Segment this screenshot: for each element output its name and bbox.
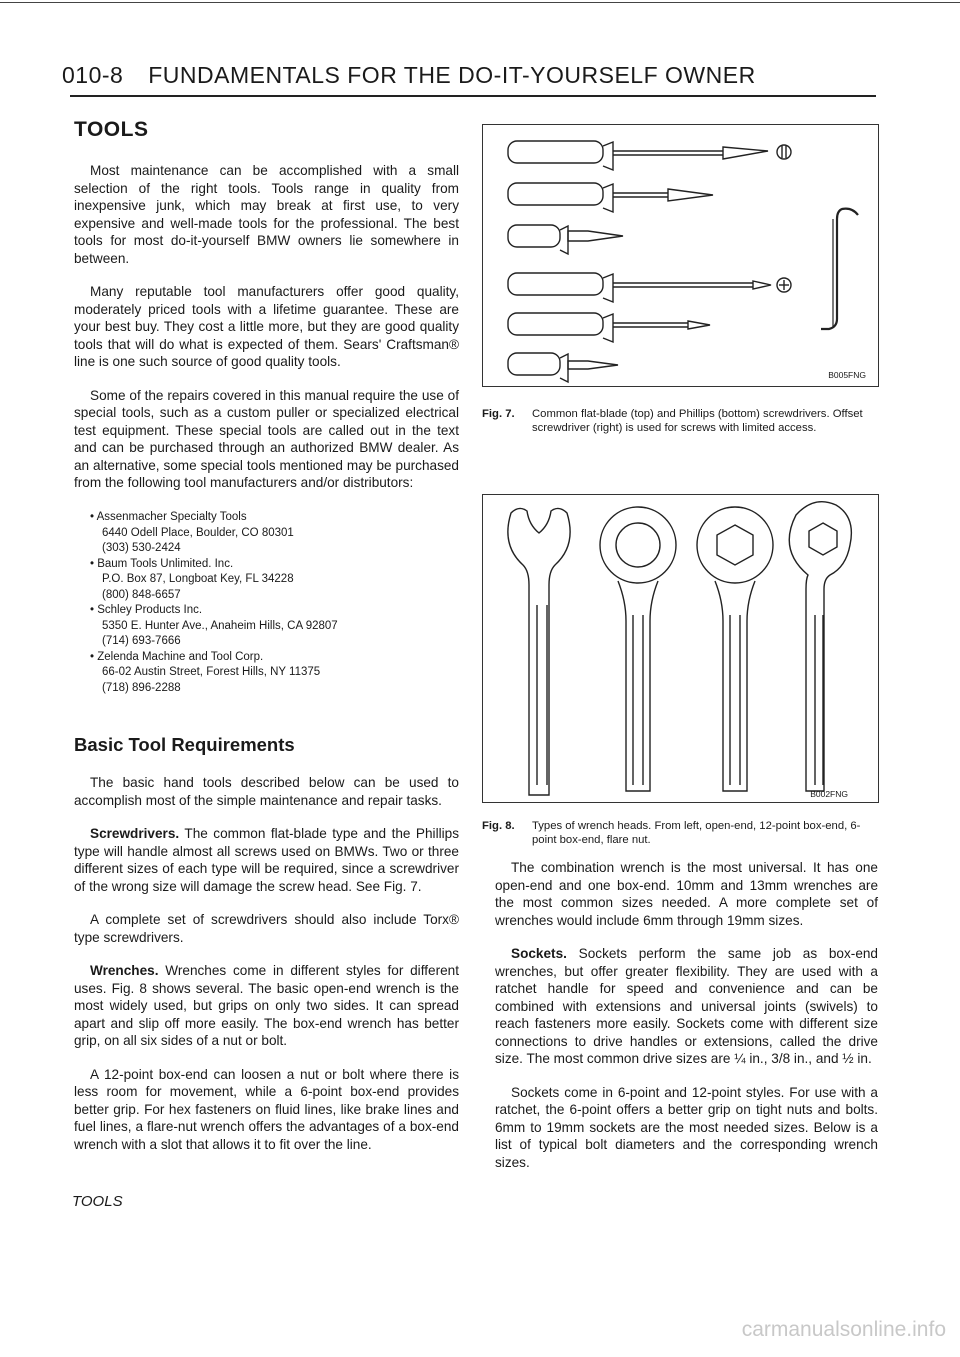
supplier-phone: (303) 530-2424 — [102, 542, 181, 554]
supplier-item — [90, 510, 338, 557]
screwdriver-handle — [508, 141, 603, 163]
supplier-name: • Schley Products Inc. — [90, 604, 203, 616]
supplier-item — [90, 603, 338, 650]
flat-blade-end-icon — [777, 145, 791, 159]
wrenches-text: Wrenches come in different styles for different uses. Fig. 8 shows several. The basic open-end wrench is the most widely used, but grips on only two sides. It can spread apart and slip off more easily. The box-end wrench has better grip, on all six sides of a nut or bolt. — [74, 963, 459, 1048]
box-end-paragraph: A 12-point box-end can loosen a nut or bolt where there is less room for movement, while a 6-point box-end provides better grip. For hex fasteners on fluid lines, like brake lines and fuel lines, a flare-nut wrench offers the advantages of a box-end wrench with a slot that allows it to fit over the line. — [74, 1066, 459, 1152]
open-end-wrench — [508, 508, 570, 795]
fig7-caption — [482, 408, 882, 435]
combination-paragraph: The combination wrench is the most universal. It has one open-end and one box-end. 10mm and 13mm wrenches are the most common sizes needed. A more complete set of wrenches would include 6mm through 19mm sizes. — [495, 860, 878, 928]
supplier-phone: (718) 896-2288 — [102, 681, 181, 694]
screwdrivers-drawing — [483, 125, 878, 386]
screwdrivers-term: Screwdrivers. — [90, 826, 180, 841]
flare-nut-wrench — [789, 502, 851, 791]
wrenches-term: Wrenches. — [90, 963, 159, 978]
screwdrivers-paragraph — [74, 825, 459, 895]
supplier-name: • Assenmacher Specialty Tools — [90, 511, 247, 523]
screwdriver-handle — [508, 225, 560, 247]
supplier-name: • Zelenda Machine and Tool Corp. — [90, 650, 264, 663]
supplier-name: • Baum Tools Unlimited. Inc. — [90, 557, 234, 570]
fig8-caption — [482, 820, 882, 847]
intro-paragraph-2: Many reputable tool manufacturers offer good quality, moderately priced tools with a lifetime guarantee. These are your best buy. They cost a little more, but they are good quality tools that will do what is expected of them. Sears' Craftsman® line is one such source of good quality tools. — [74, 284, 459, 369]
fig8-caption-text: Types of wrench heads. From left, open-end, 12-point box-end, 6-point box-end, flare nut. — [532, 820, 861, 846]
chapter-title: FUNDAMENTALS FOR THE DO-IT-YOURSELF OWNER — [148, 62, 756, 88]
basic-tools-text — [74, 774, 459, 1153]
supplier-item — [90, 557, 338, 604]
screwdriver-handle — [508, 273, 603, 295]
sockets-text: Sockets perform the same job as box-end wrenches, but offer greater flexibility. They are used with a ratchet handle for speed and convenience and can be combined with extensions and universal joints (swivels) to reach fasteners more easily. Sockets come with different size connections to drive handles or extensions, called the drive size. The most common drive sizes are ¼ in., 3/8 in., and ½ in. — [495, 946, 878, 1066]
supplier-item — [90, 650, 338, 697]
fig7-code: B005FNG — [828, 370, 866, 380]
offset-screwdriver — [821, 209, 858, 329]
wrenches-drawing — [483, 495, 878, 802]
watermark: carmanualsonline.info — [741, 1318, 946, 1341]
supplier-address: P.O. Box 87, Longboat Key, FL 34228 — [102, 573, 294, 585]
page-header — [62, 62, 756, 89]
page-footer: TOOLS — [72, 1193, 123, 1210]
supplier-address: 6440 Odell Place, Boulder, CO 80301 — [102, 526, 294, 539]
screwdriver-handle — [508, 353, 560, 375]
supplier-list — [90, 510, 338, 696]
right-column-text — [495, 859, 878, 1171]
supplier-phone: (800) 848-6657 — [102, 588, 181, 601]
section-title: TOOLS — [74, 118, 149, 141]
screwdriver-ferrule — [603, 142, 613, 170]
basic-paragraph: The basic hand tools described below can be used to accomplish most of the simple maintenance and repair tasks. — [74, 775, 459, 808]
fig7-illustration — [482, 124, 879, 387]
sockets-paragraph — [495, 945, 878, 1068]
supplier-address: 66-02 Austin Street, Forest Hills, NY 11375 — [102, 666, 321, 678]
wrenches-paragraph — [74, 962, 459, 1050]
supplier-address: 5350 E. Hunter Ave., Anaheim Hills, CA 92807 — [102, 619, 338, 632]
twelve-point-box-wrench — [600, 507, 676, 583]
screwdrivers-text: The common flat-blade type and the Phillips type will handle almost all screws used on BMWs. Two or three different sizes of each type will be required, since a screwdriver of the wrong size will damage the screw head. See Fig. 7. — [74, 826, 459, 894]
fig7-label: Fig. 7. — [482, 408, 515, 420]
fig8-illustration — [482, 494, 879, 803]
header-rule — [70, 95, 876, 97]
fig8-label: Fig. 8. — [482, 820, 515, 832]
sockets-term: Sockets. — [511, 946, 567, 961]
torx-paragraph: A complete set of screwdrivers should also include Torx® type screwdrivers. — [74, 912, 459, 945]
supplier-phone: (714) 693-7666 — [102, 635, 181, 647]
screwdriver-handle — [508, 313, 603, 335]
top-edge-line — [0, 2, 960, 3]
screwdriver-handle — [508, 183, 603, 205]
fig8-code: B002FNG — [810, 789, 848, 799]
fig7-caption-text: Common flat-blade (top) and Phillips (bottom) screwdrivers. Offset screwdriver (right) is used for screws with limited access. — [532, 408, 863, 434]
flat-blade-tip — [723, 147, 768, 159]
sockets-points-paragraph: Sockets come in 6-point and 12-point styles. For use with a ratchet, the 6-point offers a better grip on tight nuts and bolts. 6mm to 19mm sockets are the most needed sizes. Below is a list of typical bolt diameters and the corresponding wrench sizes. — [495, 1084, 878, 1170]
intro-paragraph-3: Some of the repairs covered in this manual require the use of special tools, such as a custom puller or specialized electrical test equipment. These special tools are called out in the text and can be purchased through an authorized BMW dealer. As an alternative, some special tools mentioned may be purchased from the following tool manufacturers and/or distributors: — [74, 387, 459, 490]
six-point-box-wrench — [697, 507, 773, 583]
basic-tool-heading: Basic Tool Requirements — [74, 734, 295, 755]
page-number: 010-8 — [62, 62, 124, 88]
intro-paragraph-1: Most maintenance can be accomplished with a small selection of the right tools. Tools range in quality from inexpensive junk, which may break at first use, to very expensive and well-made tools for the professional. The best tools for most do-it-yourself BMW owners lie somewhere in between. — [74, 163, 459, 266]
intro-text — [74, 162, 459, 492]
